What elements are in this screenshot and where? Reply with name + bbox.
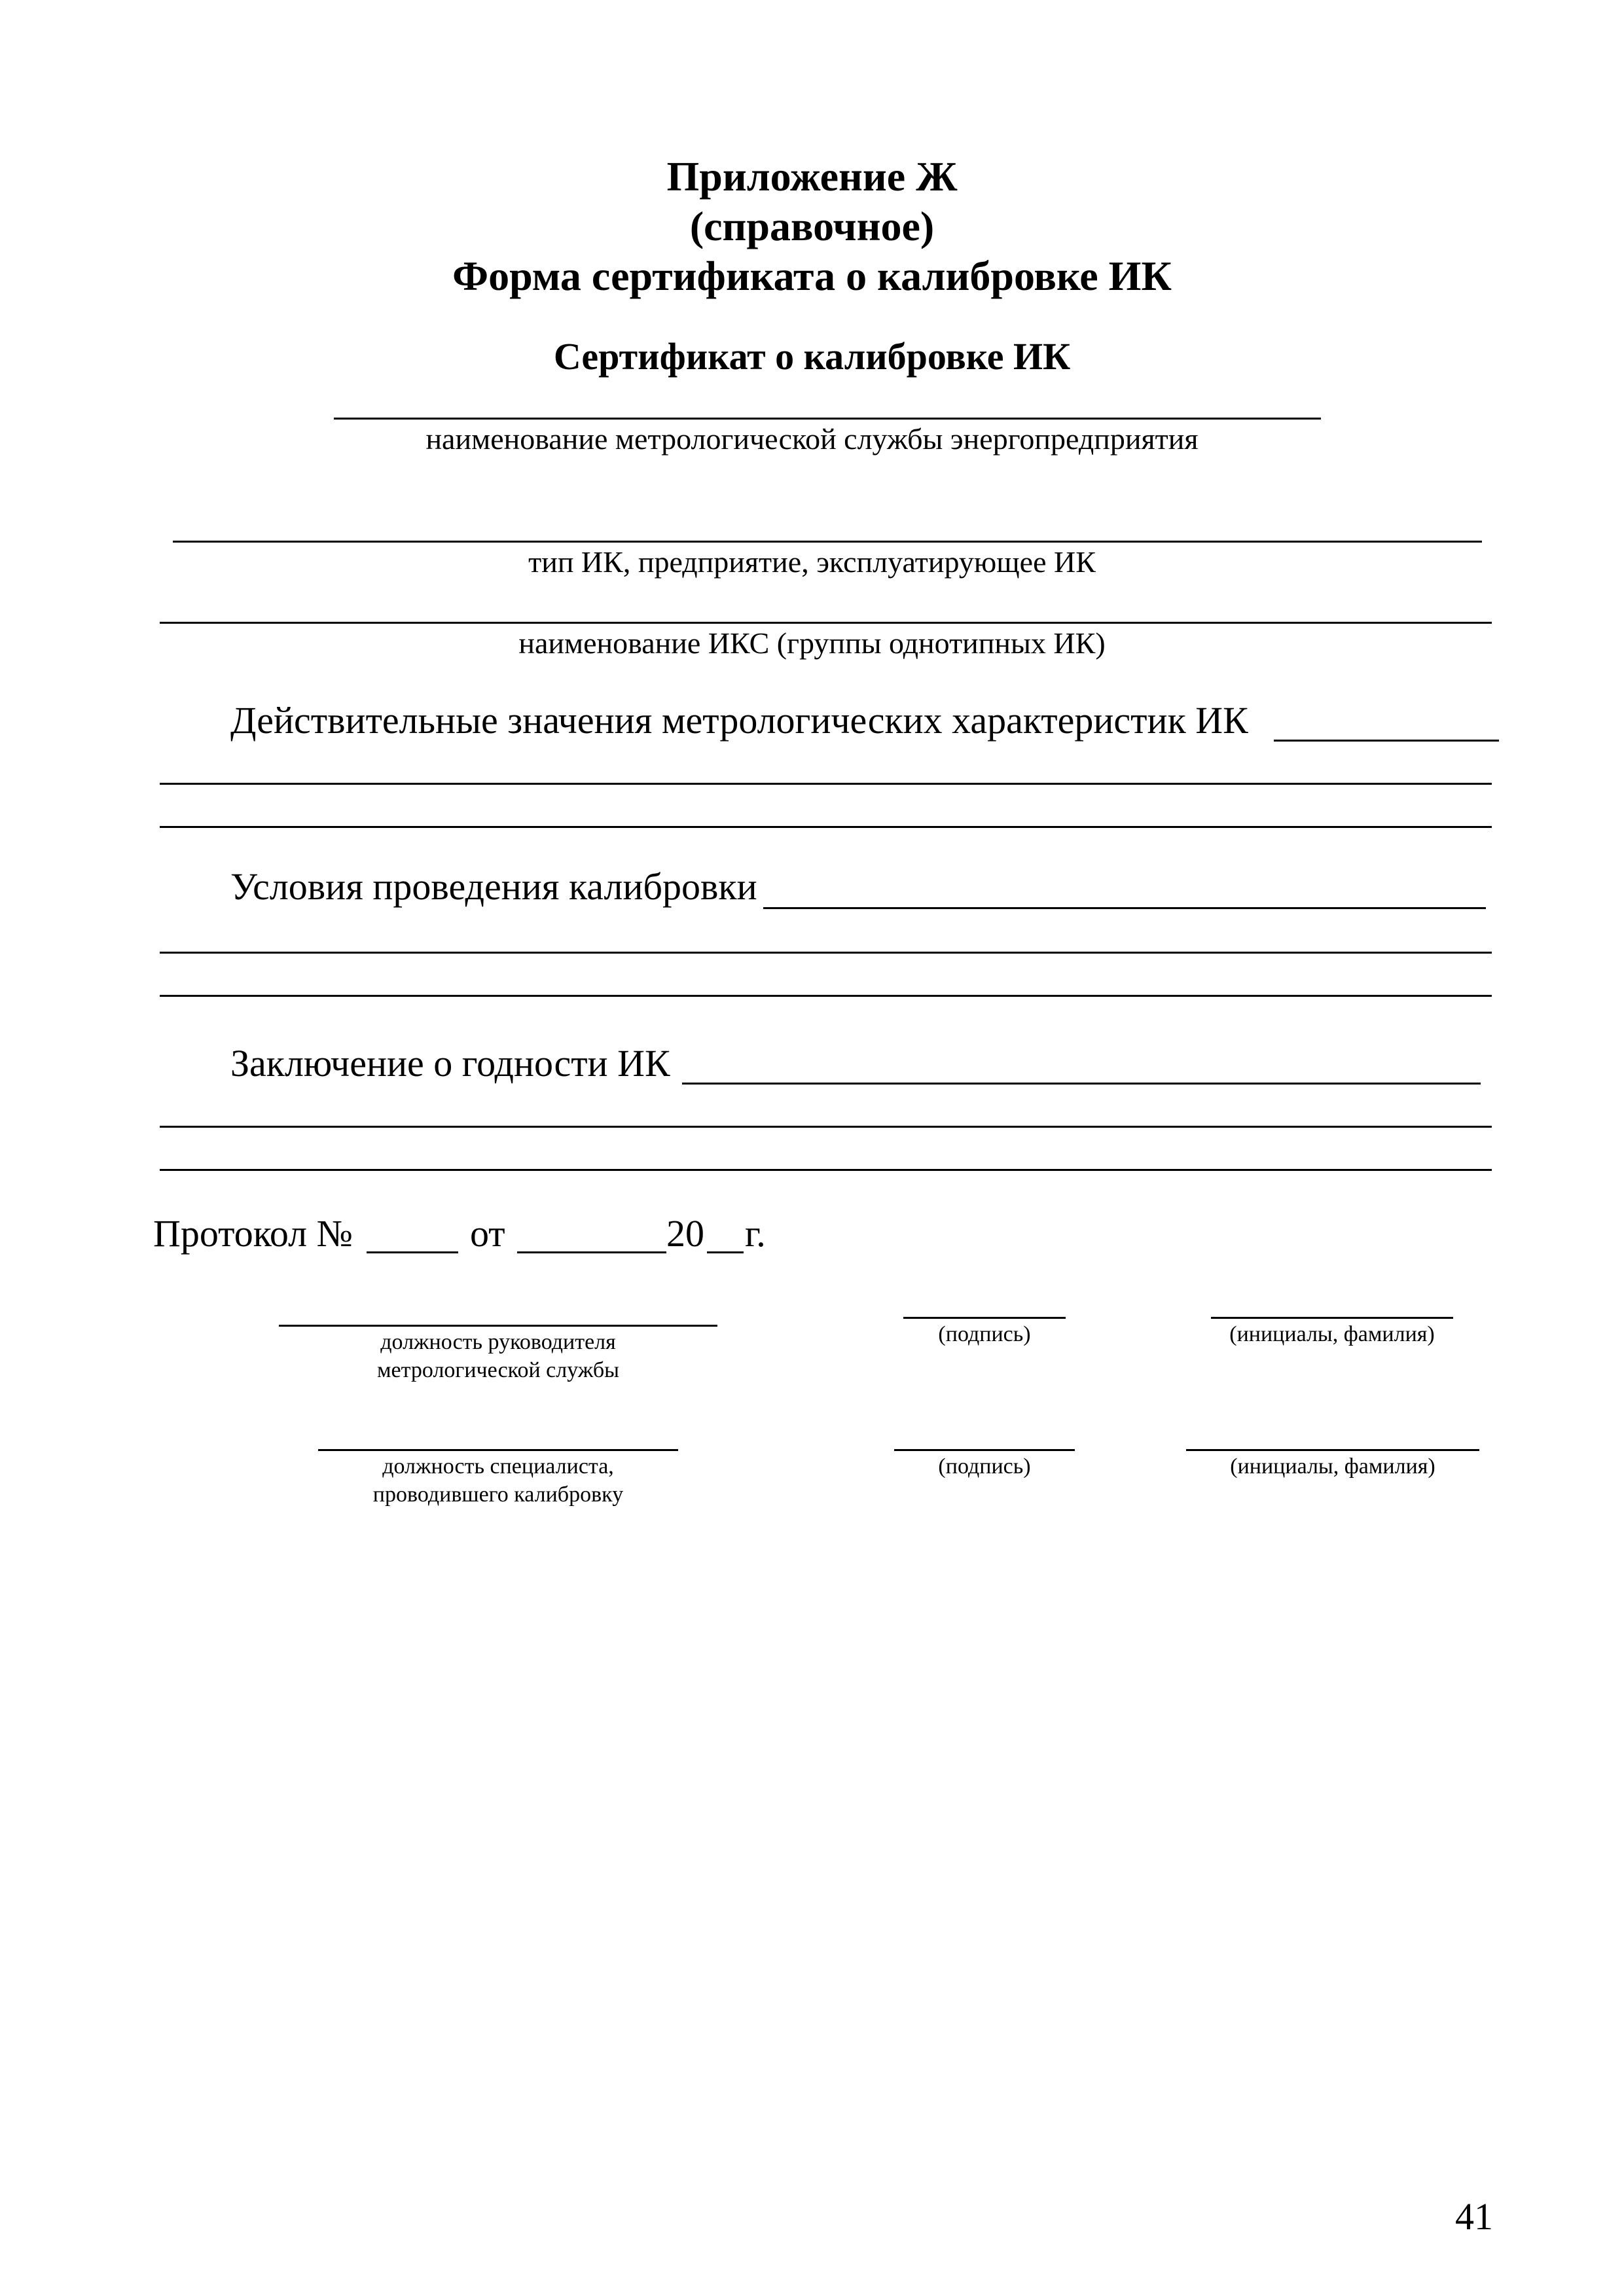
conditions-label: Условия проведения калибровки	[230, 865, 757, 908]
characteristics-line-3[interactable]	[160, 826, 1492, 828]
head-name-line[interactable]	[1211, 1317, 1453, 1319]
specialist-position-line[interactable]	[318, 1449, 678, 1451]
specialist-signature-line[interactable]	[894, 1449, 1075, 1451]
specialist-position-caption	[318, 1453, 678, 1509]
certificate-title: Сертификат о калибровке ИК	[553, 335, 1071, 378]
iks-name-line[interactable]	[160, 622, 1492, 624]
protocol-prefix: Протокол №	[153, 1212, 353, 1255]
ik-type-caption: тип ИК, предприятие, эксплуатирующее ИК	[528, 545, 1096, 579]
protocol-date-line[interactable]	[517, 1251, 666, 1253]
conclusion-label: Заключение о годности ИК	[230, 1042, 670, 1085]
service-name-line[interactable]	[334, 418, 1321, 420]
conditions-line-1[interactable]	[763, 907, 1486, 909]
protocol-year-prefix: 20	[666, 1212, 704, 1255]
specialist-position-caption-line1: должность специалиста,	[382, 1454, 614, 1479]
characteristics-line-2[interactable]	[160, 783, 1492, 785]
conditions-line-3[interactable]	[160, 995, 1492, 997]
head-signature-caption: (подпись)	[938, 1322, 1031, 1346]
head-position-caption-line1: должность руководителя	[380, 1330, 616, 1354]
conclusion-line-3[interactable]	[160, 1169, 1492, 1171]
specialist-name-caption: (инициалы, фамилия)	[1230, 1454, 1435, 1479]
conclusion-line-1[interactable]	[682, 1083, 1481, 1085]
head-position-line[interactable]	[279, 1325, 717, 1327]
head-signature-line[interactable]	[903, 1317, 1066, 1319]
page-number: 41	[1455, 2195, 1493, 2238]
head-position-caption	[279, 1329, 717, 1384]
specialist-signature-caption: (подпись)	[938, 1454, 1031, 1479]
protocol-from: от	[470, 1212, 505, 1255]
protocol-year-suffix: г.	[745, 1212, 766, 1255]
appendix-reference: (справочное)	[689, 203, 935, 249]
iks-name-caption: наименование ИКС (группы однотипных ИК)	[518, 626, 1106, 660]
characteristics-label: Действительные значения метрологических характеристик ИК	[230, 699, 1248, 742]
conditions-line-2[interactable]	[160, 952, 1492, 954]
head-name-caption: (инициалы, фамилия)	[1229, 1322, 1435, 1346]
protocol-year-line[interactable]	[707, 1251, 744, 1253]
head-position-caption-line2: метрологической службы	[377, 1357, 619, 1382]
service-name-caption: наименование метрологической службы энергопредприятия	[425, 422, 1199, 456]
specialist-name-line[interactable]	[1186, 1449, 1479, 1451]
ik-type-line[interactable]	[173, 541, 1482, 543]
characteristics-line-1[interactable]	[1274, 740, 1499, 742]
appendix-title: Приложение Ж	[666, 153, 958, 200]
specialist-position-caption-line2: проводившего калибровку	[372, 1482, 624, 1507]
conclusion-line-2[interactable]	[160, 1126, 1492, 1128]
protocol-number-line[interactable]	[367, 1251, 458, 1253]
form-title: Форма сертификата о калибровке ИК	[452, 253, 1172, 299]
